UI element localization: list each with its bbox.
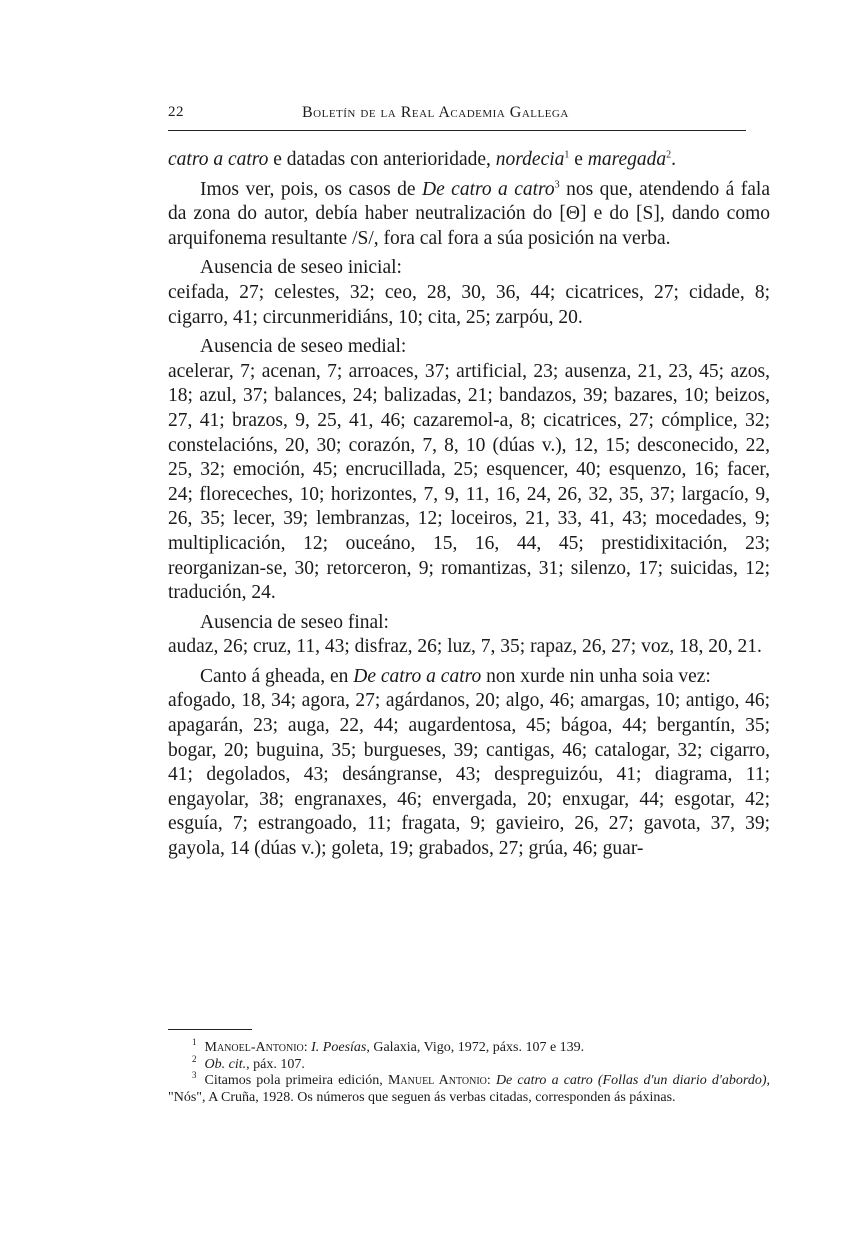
text-run: Canto á gheada, en [200,665,354,687]
text-run: Citamos pola primeira edición, [204,1073,388,1088]
footnote-2 [168,1053,770,1074]
italic-title: De catro a catro (Follas d'un diario d'abordo) [495,1073,767,1088]
paragraph-2 [168,178,770,252]
heading-initial: Ausencia de seseo inicial: [200,257,402,279]
list-initial: ceifada, 27; celestes, 32; ceo, 28, 30, 36, 44; cicatrices, 27; cidade, 8; cigarro, 41; circunmeridiáns, 10; cita, 25; zarpóu, 20. [168,281,770,328]
footnote-mark: 3 [192,1070,197,1081]
list-medial: acelerar, 7; acenan, 7; arroaces, 37; artificial, 23; ausenza, 21, 23, 45; azos, 18; azul, 37; balances, 24; balizadas, 21; bandazos, 39; bazares, 10; beizos, 27, 41; brazos, 9, 25, 41, 46; cazaremol-a, 8; cicatrices, 27; cómplice, 32; constelacións, 20, 30; corazón, 7, 8, 10 (dúas v.), 12, 15; desconecido, 22, 25, 32; emoción, 45; encrucillada, 25; esquencer, 40; esquenzo, 16; facer, 24; floreceches, 10; horizontes, 7, 9, 11, 16, 24, 26, 32, 35, 37; largacío, 9, 26, 35; lecer, 39; lembranzas, 12; loceiros, 21, 33, 41, 43; mocedades, 9; multiplicación, 12; ouceáno, 15, 16, 44, 45; prestidixitación, 23; reorganizan-se, 30; retorceron, 9; romantizas, 31; silenzo, 17; suicidas, 12; tradución, 24. [168,360,770,604]
footnote-ref: 2 [666,149,672,161]
text-run: . [671,149,677,170]
italic-word: maregada [587,149,667,170]
footnotes [168,1037,771,1106]
text-run: e [569,149,588,170]
heading-medial: Ausencia de seseo medial: [200,336,407,358]
footnote-mark: 1 [192,1037,197,1048]
text-run: , "Nós", A Cruña, 1928. Os números que seguen ás verbas citadas, corresponden ás páxinas. [168,1073,771,1105]
italic-title: De catro a catro [353,665,482,687]
list-gheada: afogado, 18, 34; agora, 27; agárdanos, 20; algo, 46; amargas, 10; antigo, 46; apagarán, 23; auga, 22, 44; augardentosa, 45; bágoa, 44; bergantín, 35; bogar, 20; buguina, 35; burgueses, 39; cantigas, 46; catalogar, 32; cigarro, 41; degolados, 43; desángranse, 43; despreguizóu, 41; diagrama, 11; engayolar, 38; engranaxes, 46; envergada, 20; enxugar, 44; esgotar, 42; esguía, 7; estrangoado, 11; fragata, 9; gavieiro, 26, 27; gavota, 37, 39; gayola, 14 (dúas v.); goleta, 19; grabados, 27; grúa, 46; guar- [168,690,770,860]
footnote-ref: 3 [554,179,560,191]
heading-final: Ausencia de seseo final: [200,611,389,633]
italic-word: nordecia [495,149,565,170]
paragraph-1 [168,148,770,173]
footnote-ref: 1 [564,149,570,161]
text-run: nos que, atendendo á fala da zona do autor, debía haber neutralización do [Θ] e do [S], dando como arquifonema resultante /S/, fora cal fora a súa posición na verba. [168,178,770,249]
footnote-mark: 2 [192,1053,197,1064]
text-run: non xurde nin unha soia vez: [481,665,711,687]
footnote-author: Manuel Antonio [387,1073,487,1088]
body-text [168,148,770,862]
italic-title: I. Poesías [311,1040,367,1055]
italic-title: Ob. cit. [204,1056,247,1072]
text-run: , páx. 107. [246,1056,305,1072]
list-final: audaz, 26; cruz, 11, 43; disfraz, 26; luz, 7, 35; rapaz, 26, 27; voz, 18, 20, 21. [168,636,762,658]
footnote-author: Manoel-Antonio [204,1040,304,1055]
text-run: : [303,1040,312,1055]
footnote-rule [168,1029,252,1030]
footnote-1 [168,1037,770,1057]
italic-title: De catro a catro [421,178,555,200]
running-title: Boletín de la Real Academia Gallega [302,104,569,121]
paragraph-gheada [168,665,770,690]
text-run: e datadas con anterioridade, [268,149,496,170]
text-run: : [486,1073,496,1088]
text-run: , Galaxia, Vigo, 1972, páxs. 107 e 139. [366,1040,585,1055]
header-rule [168,130,746,131]
italic-title: catro a catro [168,149,269,170]
text-run: Imos ver, pois, os casos de [200,178,422,200]
footnote-3 [168,1070,771,1106]
page-number: 22 [168,104,184,120]
